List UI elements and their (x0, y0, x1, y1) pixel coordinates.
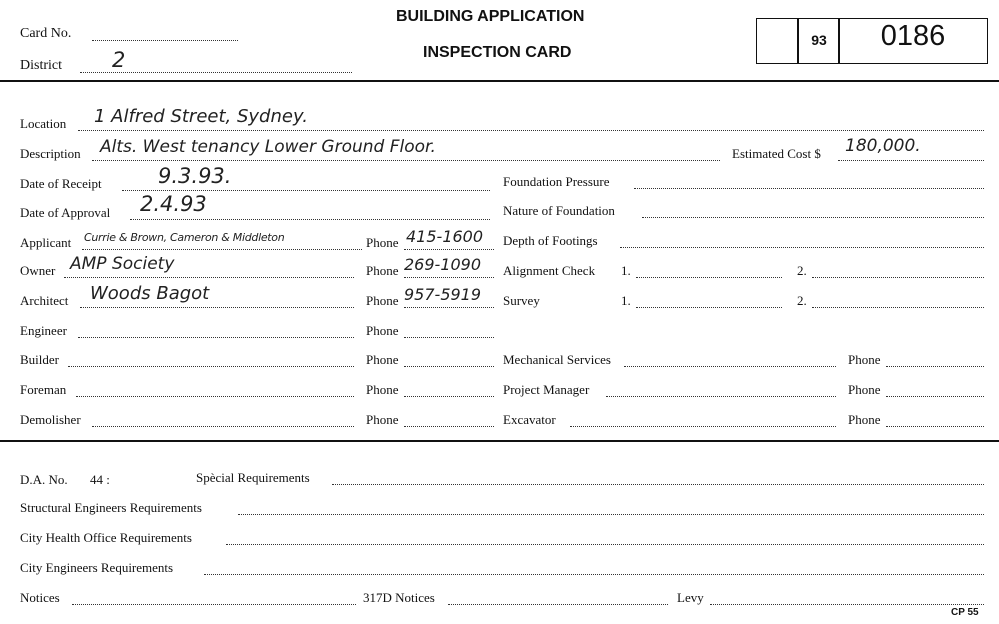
foreman-phone-field[interactable] (404, 396, 494, 397)
excavator-phone-label: Phone (848, 412, 881, 427)
demolisher-field[interactable] (92, 426, 354, 427)
date-receipt-field[interactable] (122, 190, 490, 191)
mechanical-label: Mechanical Services (503, 352, 611, 367)
da-no-value: 44 : (90, 472, 110, 487)
engineer-phone-field[interactable] (404, 337, 494, 338)
applicant-field[interactable] (82, 249, 362, 250)
architect-phone-label: Phone (366, 293, 399, 308)
survey-item2-field[interactable] (812, 307, 984, 308)
city-engineers-field[interactable] (204, 574, 984, 575)
applicant-label: Applicant (20, 235, 72, 250)
card-no-label: Card No. (20, 26, 72, 41)
survey-item1-field[interactable] (636, 307, 782, 308)
architect-label: Architect (20, 293, 69, 308)
alignment-check-label: Alignment Check (503, 263, 596, 278)
builder-label: Builder (20, 352, 59, 367)
location-label: Location (20, 116, 67, 131)
project-manager-phone-field[interactable] (886, 396, 984, 397)
location-value: 1 Alfred Street, Sydney. (94, 106, 308, 127)
form-title-line2: INSPECTION CARD (423, 44, 572, 61)
survey-label: Survey (503, 293, 540, 308)
notices-label: Notices (20, 590, 60, 605)
nature-foundation-field[interactable] (642, 217, 984, 218)
district-field[interactable] (80, 72, 352, 73)
levy-field[interactable] (710, 604, 984, 605)
architect-value: Woods Bagot (90, 283, 210, 304)
structural-field[interactable] (238, 514, 984, 515)
description-value: Alts. West tenancy Lower Ground Floor. (100, 137, 436, 157)
date-receipt-label: Date of Receipt (20, 176, 102, 191)
depth-footings-field[interactable] (620, 247, 984, 248)
mechanical-phone-label: Phone (848, 352, 881, 367)
foreman-field[interactable] (76, 396, 354, 397)
notices-317d-field[interactable] (448, 604, 668, 605)
owner-label: Owner (20, 263, 56, 278)
alignment-item1-label: 1. (621, 263, 631, 278)
demolisher-phone-label: Phone (366, 412, 399, 427)
date-approval-label: Date of Approval (20, 205, 111, 220)
location-field[interactable] (78, 130, 984, 131)
notices-317d-label: 317D Notices (363, 590, 435, 605)
foundation-pressure-label: Foundation Pressure (503, 174, 610, 189)
foundation-pressure-field[interactable] (634, 188, 984, 189)
excavator-field[interactable] (570, 426, 836, 427)
estimated-cost-field[interactable] (838, 160, 984, 161)
applicant-value: Currie & Brown, Cameron & Middleton (84, 231, 285, 244)
header-rule (0, 80, 999, 82)
builder-field[interactable] (68, 366, 354, 367)
date-receipt-value: 9.3.93. (158, 164, 232, 188)
owner-phone-field[interactable] (404, 277, 494, 278)
card-year: 93 (811, 32, 827, 48)
notices-field[interactable] (72, 604, 356, 605)
applicant-phone-label: Phone (366, 235, 399, 250)
form-title-line1: BUILDING APPLICATION (396, 8, 585, 25)
owner-phone-label: Phone (366, 263, 399, 278)
structural-label: Structural Engineers Requirements (20, 500, 202, 515)
mechanical-field[interactable] (624, 366, 836, 367)
architect-field[interactable] (80, 307, 354, 308)
levy-label: Levy (677, 590, 704, 605)
special-requirements-label: Spècial Requirements (196, 470, 310, 485)
health-label: City Health Office Requirements (20, 530, 192, 545)
da-no-label: D.A. No. (20, 472, 68, 487)
survey-item1-label: 1. (621, 293, 631, 308)
district-value: 2 (112, 48, 126, 72)
applicant-phone-value: 415-1600 (406, 227, 484, 246)
project-manager-field[interactable] (606, 396, 836, 397)
engineer-field[interactable] (78, 337, 354, 338)
description-label: Description (20, 146, 81, 161)
engineer-phone-label: Phone (366, 323, 399, 338)
project-manager-phone-label: Phone (848, 382, 881, 397)
alignment-item2-field[interactable] (812, 277, 984, 278)
form-code: CP 55 (951, 607, 979, 618)
card-no-field[interactable] (92, 40, 238, 41)
excavator-label: Excavator (503, 412, 556, 427)
estimated-cost-label: Estimated Cost $ (732, 146, 821, 161)
mechanical-phone-field[interactable] (886, 366, 984, 367)
architect-phone-value: 957-5919 (404, 285, 482, 304)
nature-foundation-label: Nature of Foundation (503, 203, 615, 218)
owner-field[interactable] (64, 277, 354, 278)
excavator-phone-field[interactable] (886, 426, 984, 427)
city-engineers-label: City Engineers Requirements (20, 560, 174, 575)
survey-item2-label: 2. (797, 293, 807, 308)
alignment-item2-label: 2. (797, 263, 807, 278)
architect-phone-field[interactable] (404, 307, 494, 308)
district-label: District (20, 58, 62, 73)
health-field[interactable] (226, 544, 984, 545)
demolisher-phone-field[interactable] (404, 426, 494, 427)
demolisher-label: Demolisher (20, 412, 81, 427)
card-number: 0186 (880, 20, 946, 52)
builder-phone-field[interactable] (404, 366, 494, 367)
box-divider-1 (797, 18, 799, 64)
special-requirements-field[interactable] (332, 484, 984, 485)
builder-phone-label: Phone (366, 352, 399, 367)
description-field[interactable] (92, 160, 720, 161)
foreman-phone-label: Phone (366, 382, 399, 397)
owner-phone-value: 269-1090 (404, 255, 482, 274)
project-manager-label: Project Manager (503, 382, 590, 397)
owner-value: AMP Society (70, 254, 175, 274)
date-approval-value: 2.4.93 (140, 192, 207, 216)
depth-footings-label: Depth of Footings (503, 233, 598, 248)
applicant-phone-field[interactable] (404, 249, 494, 250)
date-approval-field[interactable] (130, 219, 490, 220)
alignment-item1-field[interactable] (636, 277, 782, 278)
foreman-label: Foreman (20, 382, 67, 397)
engineer-label: Engineer (20, 323, 67, 338)
estimated-cost-value: 180,000. (845, 136, 921, 156)
section-rule (0, 440, 999, 442)
